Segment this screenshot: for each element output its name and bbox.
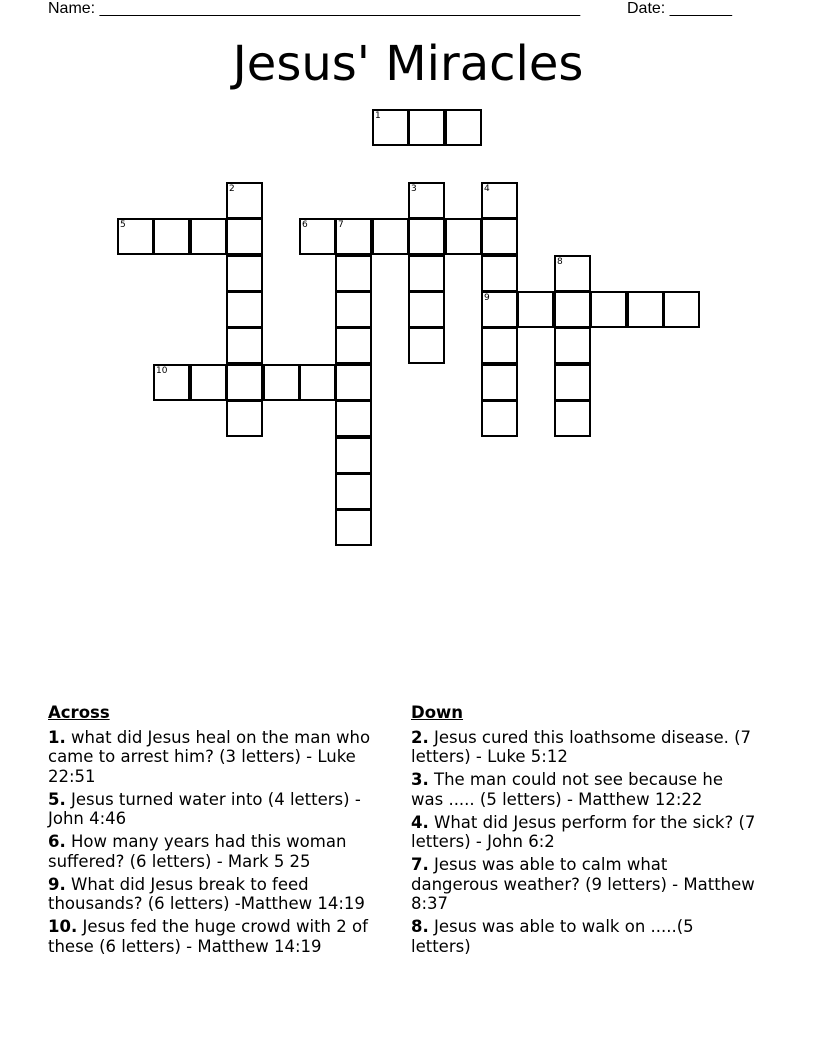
clue-text: Jesus fed the huge crowd with 2 of these (6 letters) - Matthew 14:19: [48, 917, 368, 956]
name-field-line: Name: ______________________________________________________: [48, 0, 581, 17]
crossword-cell[interactable]: [299, 218, 336, 255]
crossword-cell[interactable]: [117, 218, 154, 255]
crossword-cell[interactable]: [408, 255, 445, 292]
across-clue: [48, 790, 398, 829]
crossword-cell[interactable]: [408, 218, 445, 255]
across-clues: [48, 703, 398, 960]
crossword-cell[interactable]: [263, 364, 300, 401]
crossword-cell[interactable]: [408, 291, 445, 328]
crossword-cell[interactable]: [481, 291, 518, 328]
clue-text: What did Jesus perform for the sick? (7 letters) - John 6:2: [411, 812, 756, 851]
crossword-cell[interactable]: [335, 255, 372, 292]
crossword-cell[interactable]: [153, 218, 190, 255]
clue-text: How many years had this woman suffered? (6 letters) - Mark 5 25: [48, 832, 347, 871]
clue-number: 10.: [48, 917, 78, 936]
down-clue: [411, 770, 756, 809]
crossword-cell[interactable]: [663, 291, 700, 328]
clue-number: 6.: [48, 832, 66, 851]
clue-number-label: 8: [557, 257, 563, 267]
across-clue: [48, 728, 398, 787]
crossword-cell[interactable]: [153, 364, 190, 401]
crossword-cell[interactable]: [372, 218, 409, 255]
crossword-cell[interactable]: [226, 364, 263, 401]
clue-text: Jesus was able to walk on .....(5 letters): [411, 917, 694, 956]
clue-number: 2.: [411, 727, 429, 747]
clue-number-label: 1: [375, 111, 381, 121]
crossword-cell[interactable]: [335, 473, 372, 510]
clue-number: 1.: [48, 727, 66, 747]
crossword-cell[interactable]: [554, 255, 591, 292]
crossword-cell[interactable]: [481, 255, 518, 292]
crossword-cell[interactable]: [445, 218, 482, 255]
clue-number-label: 6: [302, 220, 308, 230]
clue-text: Jesus cured this loathsome disease. (7 letters) - Luke 5:12: [411, 727, 752, 766]
clue-number-label: 5: [120, 220, 126, 230]
crossword-cell[interactable]: [627, 291, 664, 328]
clue-text: Jesus turned water into (4 letters) - John 4:46: [48, 789, 361, 828]
crossword-cell[interactable]: [481, 327, 518, 364]
crossword-cell[interactable]: [481, 182, 518, 219]
crossword-cell[interactable]: [226, 327, 263, 364]
page-title: Jesus' Miracles: [232, 36, 584, 92]
crossword-cell[interactable]: [554, 291, 591, 328]
crossword-cell[interactable]: [335, 291, 372, 328]
crossword-cell[interactable]: [408, 327, 445, 364]
crossword-cell[interactable]: [335, 364, 372, 401]
clue-number-label: 9: [484, 293, 490, 303]
clue-text: The man could not see because he was ..... (5 letters) - Matthew 12:22: [411, 770, 724, 809]
clue-number: 4.: [411, 812, 429, 832]
crossword-cell[interactable]: [445, 109, 482, 146]
crossword-cell[interactable]: [335, 327, 372, 364]
down-clue: [411, 855, 756, 914]
clue-number: 3.: [411, 770, 429, 789]
crossword-cell[interactable]: [481, 218, 518, 255]
down-clue: [411, 917, 756, 956]
crossword-cell[interactable]: [554, 400, 591, 437]
clue-text: Jesus was able to calm what dangerous weather? (9 letters) - Matthew 8:37: [411, 855, 755, 913]
across-clue: [48, 917, 398, 956]
crossword-cell[interactable]: [372, 109, 409, 146]
crossword-cell[interactable]: [554, 364, 591, 401]
crossword-cell[interactable]: [226, 291, 263, 328]
crossword-cell[interactable]: [517, 291, 554, 328]
crossword-cell[interactable]: [190, 218, 227, 255]
crossword-cell[interactable]: [481, 364, 518, 401]
crossword-cell[interactable]: [590, 291, 627, 328]
clue-text: What did Jesus break to feed thousands? (6 letters) -Matthew 14:19: [48, 874, 365, 913]
crossword-cell[interactable]: [481, 400, 518, 437]
crossword-cell[interactable]: [408, 109, 445, 146]
clue-number: 9.: [48, 874, 66, 894]
crossword-cell[interactable]: [226, 400, 263, 437]
across-clue: [48, 875, 398, 914]
crossword-cell[interactable]: [335, 437, 372, 474]
date-field-line: Date: _______: [627, 0, 732, 17]
down-clues: [411, 703, 756, 960]
crossword-cell[interactable]: [299, 364, 336, 401]
crossword-cell[interactable]: [226, 255, 263, 292]
crossword-cell[interactable]: [335, 509, 372, 546]
clue-number-label: 4: [484, 184, 490, 194]
clue-number: 5.: [48, 789, 66, 809]
crossword-cell[interactable]: [226, 182, 263, 219]
crossword-cell[interactable]: [335, 400, 372, 437]
down-clue: [411, 728, 756, 767]
clue-number-label: 10: [156, 366, 168, 376]
down-clue: [411, 813, 756, 852]
clue-number-label: 7: [338, 220, 344, 230]
across-heading: Across: [48, 703, 110, 722]
clue-number-label: 3: [411, 184, 417, 194]
clue-number-label: 2: [229, 184, 235, 194]
across-clue: [48, 832, 398, 871]
crossword-cell[interactable]: [335, 218, 372, 255]
clue-number: 7.: [411, 855, 429, 874]
crossword-cell[interactable]: [226, 218, 263, 255]
crossword-cell[interactable]: [190, 364, 227, 401]
crossword-cell[interactable]: [408, 182, 445, 219]
clue-number: 8.: [411, 917, 429, 936]
crossword-cell[interactable]: [554, 327, 591, 364]
down-heading: Down: [411, 703, 464, 722]
clue-text: what did Jesus heal on the man who came to arrest him? (3 letters) - Luke 22:51: [48, 727, 371, 786]
